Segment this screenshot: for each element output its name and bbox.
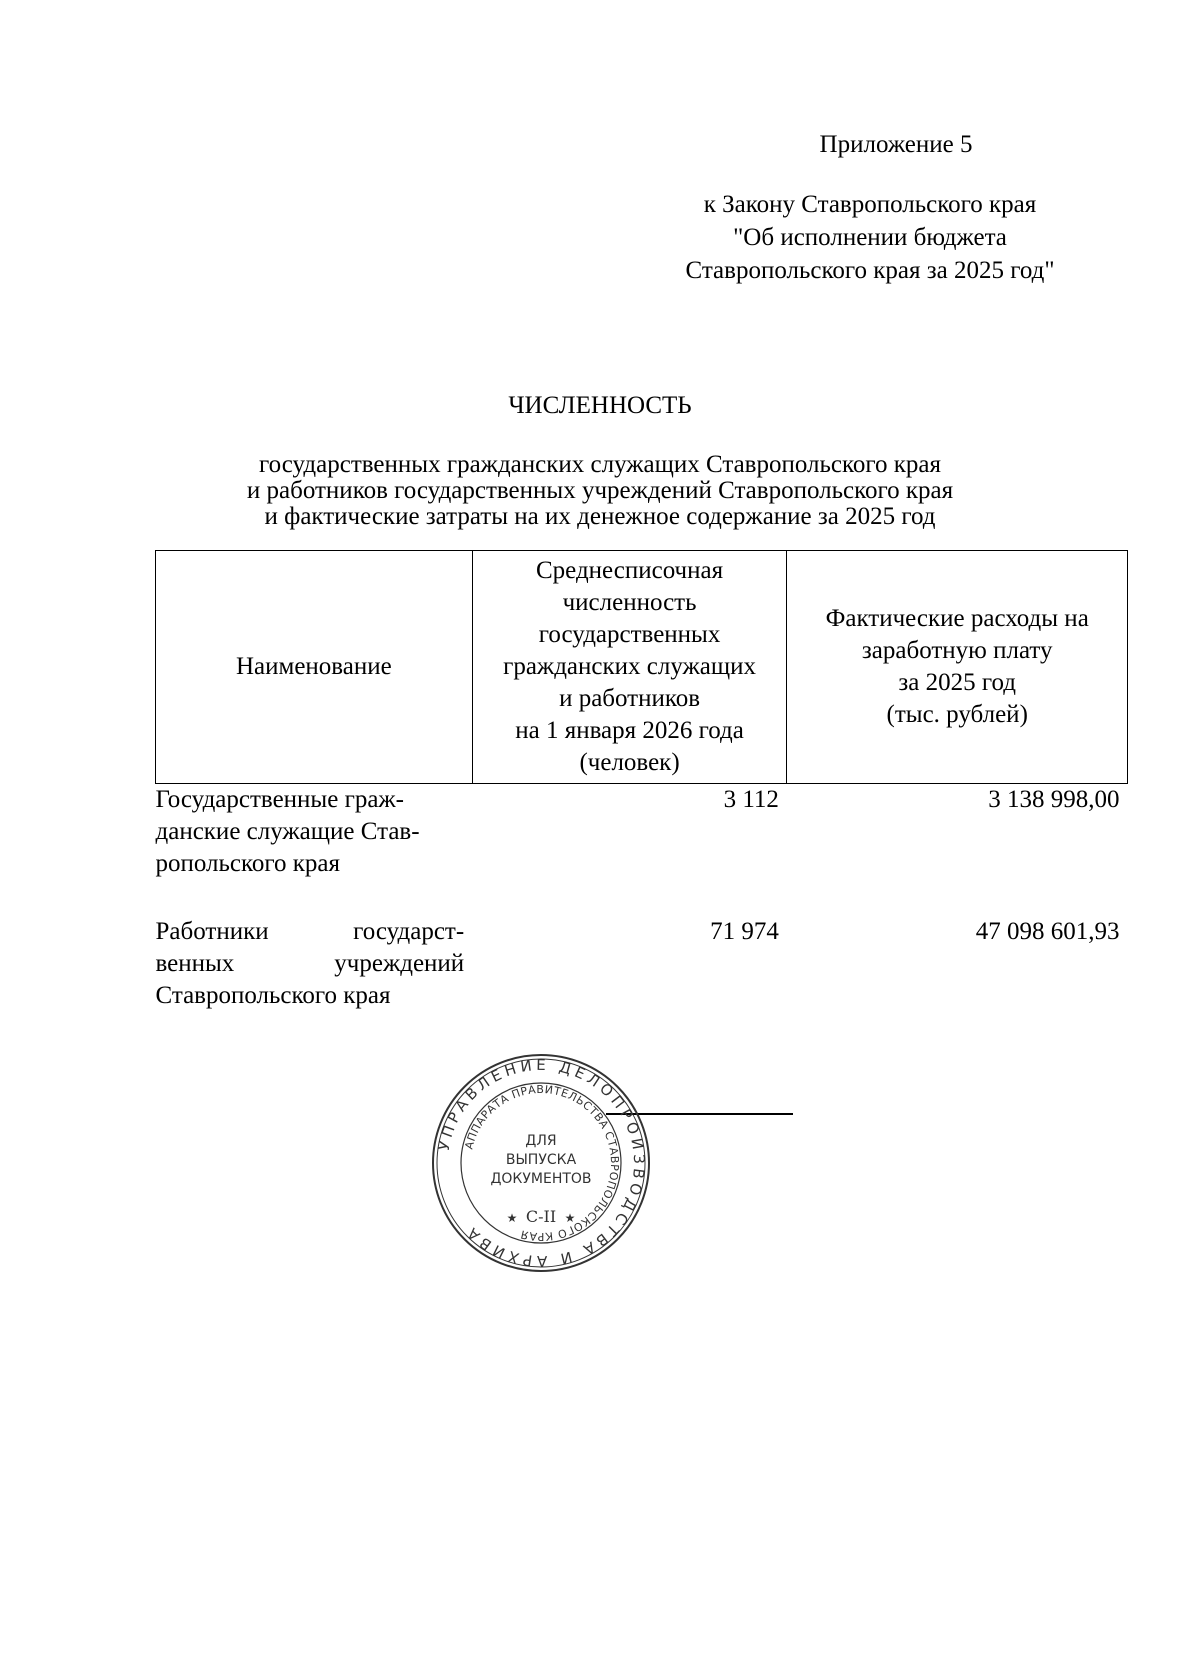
row-name: Работники государст- венных учреждений Ставропольского края xyxy=(155,918,465,1009)
stamp-center-line: ДОКУМЕНТОВ xyxy=(490,1171,592,1187)
table-header-row xyxy=(156,551,1128,784)
row-expenses: 3 138 998,00 xyxy=(988,786,1120,813)
header-count: Среднесписочная численность государственных гражданских служащих и работников на 1 января 2026 года (человек) xyxy=(472,551,787,784)
row-count: 71 974 xyxy=(710,918,779,945)
row-spacer xyxy=(156,880,1128,916)
header-expenses: Фактические расходы на заработную плату за 2025 год (тыс. рублей) xyxy=(787,551,1128,784)
appendix-title-text: Приложение 5 xyxy=(819,131,973,158)
stamp-star-icon: ★ xyxy=(564,1211,576,1225)
row-name: Государственные граж- данские служащие Став- ропольского края xyxy=(155,786,420,877)
stamp-center-line: ДЛЯ xyxy=(525,1133,557,1149)
subtitle-line: и работников государственных учреждений Ставропольского края xyxy=(246,477,954,504)
subtitle-line: и фактические затраты на их денежное содержание за 2025 год xyxy=(264,503,936,530)
table-row xyxy=(156,784,1128,881)
law-line: "Об исполнении бюджета xyxy=(733,224,1007,251)
stamp-code: С-II xyxy=(525,1207,557,1226)
row-expenses: 47 098 601,93 xyxy=(975,918,1120,945)
stamp-center-line: ВЫПУСКА xyxy=(505,1152,577,1168)
staff-expenses-table xyxy=(155,550,1128,1012)
subtitle-line: государственных гражданских служащих Ставропольского края xyxy=(258,451,942,478)
table-row xyxy=(156,916,1128,1012)
header-name: Наименование xyxy=(156,551,473,784)
stamp-star-icon: ★ xyxy=(506,1211,518,1225)
stamp-inner-text: АППАРАТА ПРАВИТЕЛЬСТВА СТАВРОПОЛЬСКОГО КРАЯ xyxy=(462,1082,622,1244)
appendix-law-reference xyxy=(680,188,1060,287)
law-line: к Закону Ставропольского края xyxy=(703,191,1037,218)
official-stamp xyxy=(430,1052,652,1274)
document-subtitle xyxy=(150,452,1050,530)
document-title: ЧИСЛЕННОСТЬ xyxy=(508,392,692,419)
appendix-title xyxy=(796,128,996,161)
row-count: 3 112 xyxy=(723,786,779,813)
law-line: Ставропольского края за 2025 год" xyxy=(685,257,1055,284)
stamp-outer-text: УПРАВЛЕНИЕ ДЕЛОПРОИЗВОДСТВА И АРХИВА xyxy=(434,1055,649,1271)
